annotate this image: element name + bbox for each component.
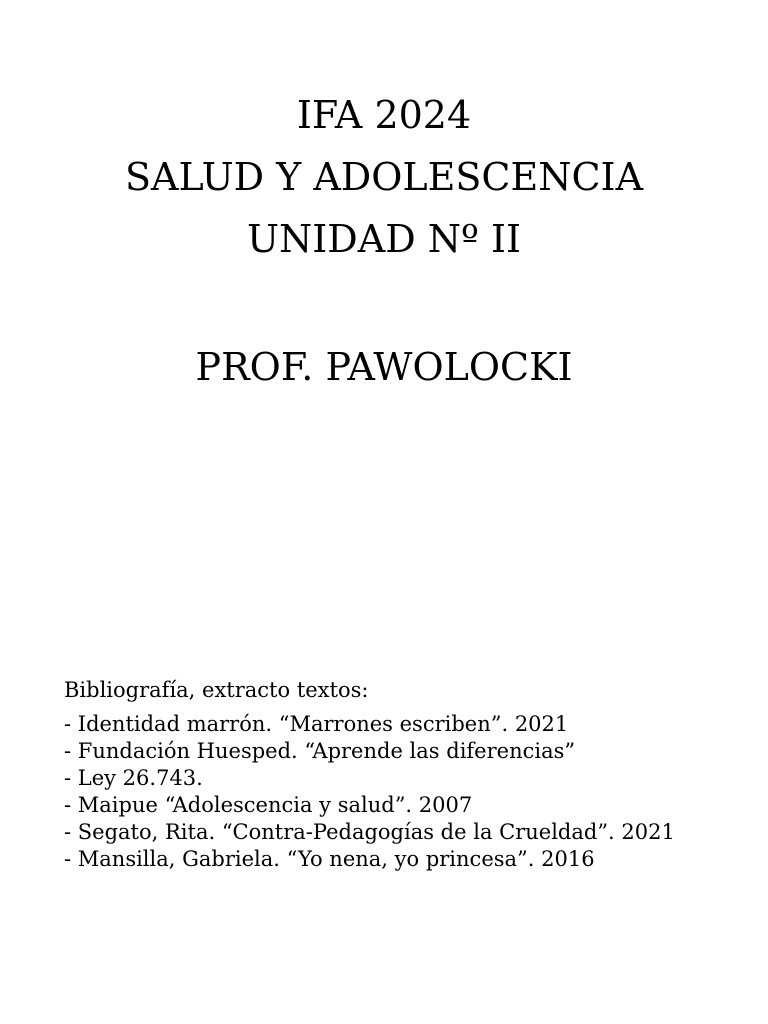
bibliography-item: - Fundación Huesped. “Aprende las diferencias” xyxy=(64,739,576,763)
bibliography-item: - Maipue “Adolescencia y salud”. 2007 xyxy=(64,793,473,817)
title-line-subject: SALUD Y ADOLESCENCIA xyxy=(124,155,644,199)
bibliography-item: - Mansilla, Gabriela. “Yo nena, yo princesa”. 2016 xyxy=(64,847,595,871)
bibliography-section xyxy=(64,675,754,873)
title-line-institute: IFA 2024 xyxy=(296,93,472,137)
bibliography-item: - Identidad marrón. “Marrones escriben”. 2021 xyxy=(64,712,569,736)
professor-name: PROF. PAWOLOCKI xyxy=(195,345,573,389)
bibliography-heading: Bibliografía, extracto textos: xyxy=(64,678,369,702)
bibliography-item: - Ley 26.743. xyxy=(64,766,203,790)
title-line-unit: UNIDAD Nº II xyxy=(247,217,521,261)
bibliography-list xyxy=(64,711,754,873)
bibliography-item: - Segato, Rita. “Contra-Pedagogías de la Crueldad”. 2021 xyxy=(64,820,675,844)
title-block xyxy=(0,84,768,270)
